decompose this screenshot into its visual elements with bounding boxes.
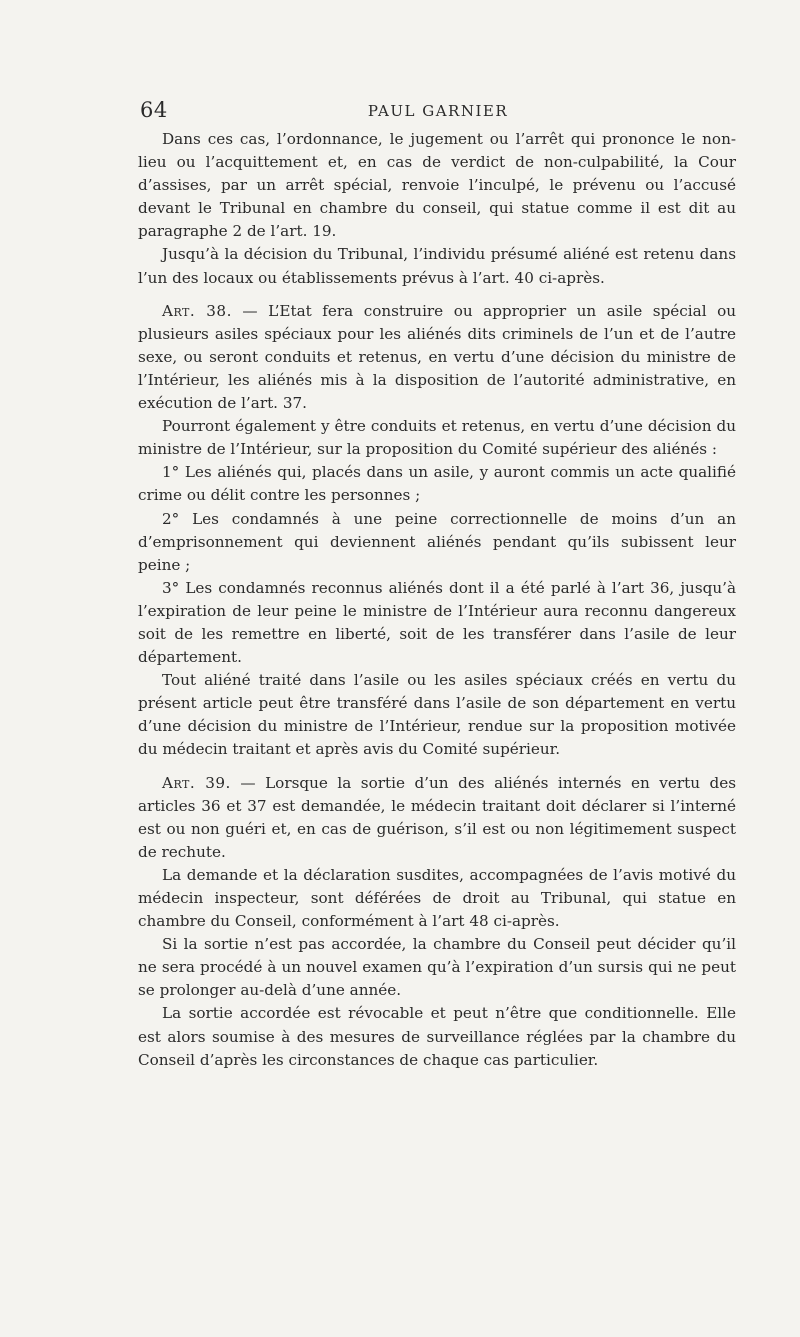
paragraph: 2° Les condamnés à une peine correctionnelle de moins d’un an d’emprisonnement qui deviennent aliénés pendant qu’ils subissent leur peine ; bbox=[138, 509, 736, 574]
paragraph: 3° Les condamnés reconnus aliénés dont il a été parlé à l’art 36, jusqu’à l’expiration de leur peine le ministre de l’Intérieur aura reconnu dangereux soit de les remettre en liberté, soit de les transférer dans l’asile de leur département. bbox=[138, 578, 736, 667]
paragraph-article-38 bbox=[138, 300, 736, 415]
paragraph: Jusqu’à la décision du Tribunal, l’individu présumé aliéné est retenu dans l’un des locaux ou établissements prévus à l’art. 40 ci-après. bbox=[138, 245, 736, 287]
article-label: Art. 39. bbox=[162, 773, 231, 792]
article-text: — L’Etat fera construire ou approprier un asile spécial ou plusieurs asiles spéciaux pour les aliénés dits criminels de l’un et de l’autre sexe, ou seront conduits et retenus, en vertu d’une décision du ministre de l’Intérieur, les aliénés mis à la disposition de l’autorité administrative, en exécution de l’art. 37. bbox=[138, 301, 737, 413]
paragraph: Si la sortie n’est pas accordée, la chambre du Conseil peut décider qu’il ne sera procédé à un nouvel examen qu’à l’expiration d’un sursis qui ne peut se prolonger au-delà d’une année. bbox=[138, 935, 736, 1000]
paragraph: La demande et la déclaration susdites, accompagnées de l’avis motivé du médecin inspecteur, sont déférées de droit au Tribunal, qui statue en chambre du Conseil, conformément à l’art 48 ci-après. bbox=[138, 865, 736, 931]
running-title: PAUL GARNIER bbox=[367, 102, 509, 120]
page-header bbox=[140, 98, 736, 128]
paragraph: La sortie accordée est révocable et peut n’être que conditionnelle. Elle est alors soumise à des mesures de surveillance réglées par la chambre du Conseil d’après les circonstances de chaque cas particulier. bbox=[138, 1004, 736, 1069]
paragraph-article-39 bbox=[138, 772, 736, 864]
paragraph: Dans ces cas, l’ordonnance, le jugement ou l’arrêt qui prononce le non-lieu ou l’acquittement et, en cas de verdict de non-culpabilité, la Cour d’assises, par un arrêt spécial, renvoie l’inculpé, le prévenu ou l’accusé devant le Tribunal en chambre du conseil, qui statue comme il est dit au paragraphe 2 de l’art. 19. bbox=[138, 130, 736, 241]
paragraph: Tout aliéné traité dans l’asile ou les asiles spéciaux créés en vertu du présent article peut être transféré dans l’asile de son département en vertu d’une décision du ministre de l’Intérieur, rendue sur la proposition motivée du médecin traitant et après avis du Comité supérieur. bbox=[138, 671, 736, 759]
body-text bbox=[138, 128, 736, 1072]
article-label: Art. 38. bbox=[162, 301, 232, 320]
article-text: — Lorsque la sortie d’un des aliénés internés en vertu des articles 36 et 37 est demandée, le médecin traitant doit déclarer si l’interné est ou non guéri et, en cas de guérison, s’il est ou non légitimement suspect de rechute. bbox=[138, 773, 736, 861]
paragraph: 1° Les aliénés qui, placés dans un asile, y auront commis un acte qualifié crime ou délit contre les personnes ; bbox=[138, 463, 736, 505]
page-number: 64 bbox=[140, 98, 168, 122]
paragraph: Pourront également y être conduits et retenus, en vertu d’une décision du ministre de l’Intérieur, sur la proposition du Comité supérieur des aliénés : bbox=[138, 417, 736, 459]
